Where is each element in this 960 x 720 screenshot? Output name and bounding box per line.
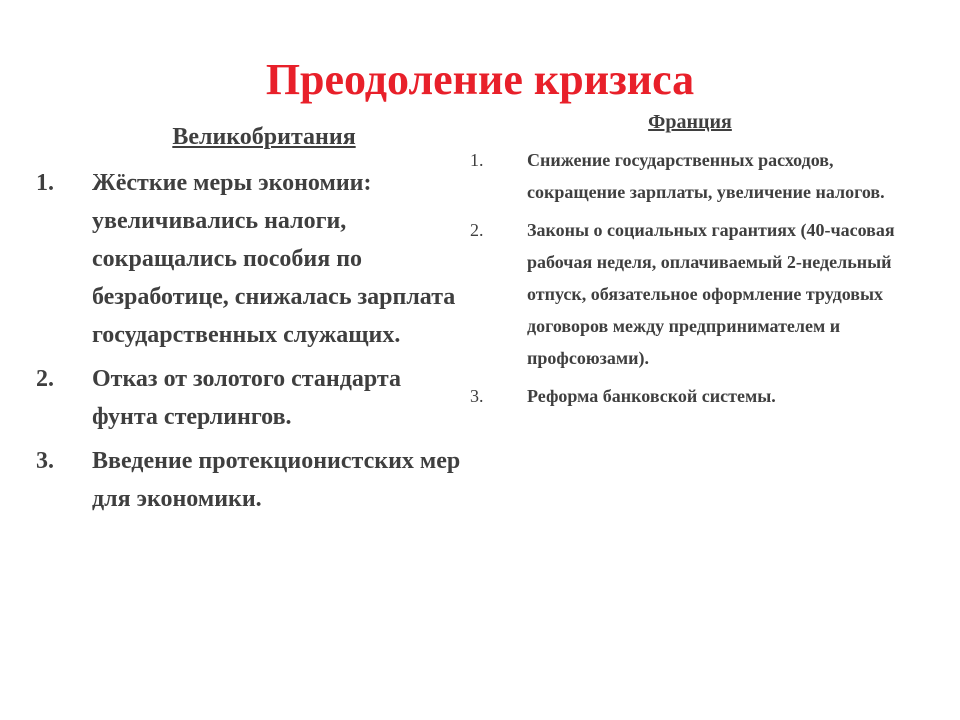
list-item bbox=[36, 360, 466, 436]
list-item-text: Снижение государственных расходов, сокращение зарплаты, увеличение налогов. bbox=[527, 150, 885, 202]
list-item bbox=[36, 442, 466, 518]
column-great-britain bbox=[36, 118, 466, 518]
slide-title: Преодоление кризиса bbox=[265, 55, 695, 104]
column-heading-great-britain: Великобритания bbox=[172, 124, 356, 150]
list-item-number: 3. bbox=[36, 448, 54, 474]
list-great-britain bbox=[36, 164, 466, 518]
list-item bbox=[470, 214, 910, 374]
list-item bbox=[470, 144, 910, 208]
list-item bbox=[36, 164, 466, 354]
list-item-text: Жёсткие меры экономии: увеличивались налоги, сокращались пособия по безработице, снижалась зарплата государственных служащих. bbox=[92, 170, 456, 348]
column-france bbox=[470, 104, 910, 412]
list-item-text: Введение протекционистских мер для экономики. bbox=[92, 448, 461, 512]
list-item-number: 3. bbox=[470, 386, 484, 406]
list-item-number: 1. bbox=[470, 150, 484, 170]
list-item-number: 1. bbox=[36, 170, 54, 196]
column-heading-france: Франция bbox=[648, 111, 732, 133]
list-item-text: Отказ от золотого стандарта фунта стерлингов. bbox=[92, 366, 401, 430]
list-item-number: 2. bbox=[36, 366, 54, 392]
list-france bbox=[470, 144, 910, 412]
list-item bbox=[470, 380, 910, 412]
list-item-text: Реформа банковской системы. bbox=[527, 386, 776, 406]
list-item-number: 2. bbox=[470, 220, 484, 240]
list-item-text: Законы о социальных гарантиях (40-часовая рабочая неделя, оплачиваемый 2-недельный отпуск, обязательное оформление трудовых договоров между предпринимателем и профсоюзами). bbox=[527, 220, 895, 368]
